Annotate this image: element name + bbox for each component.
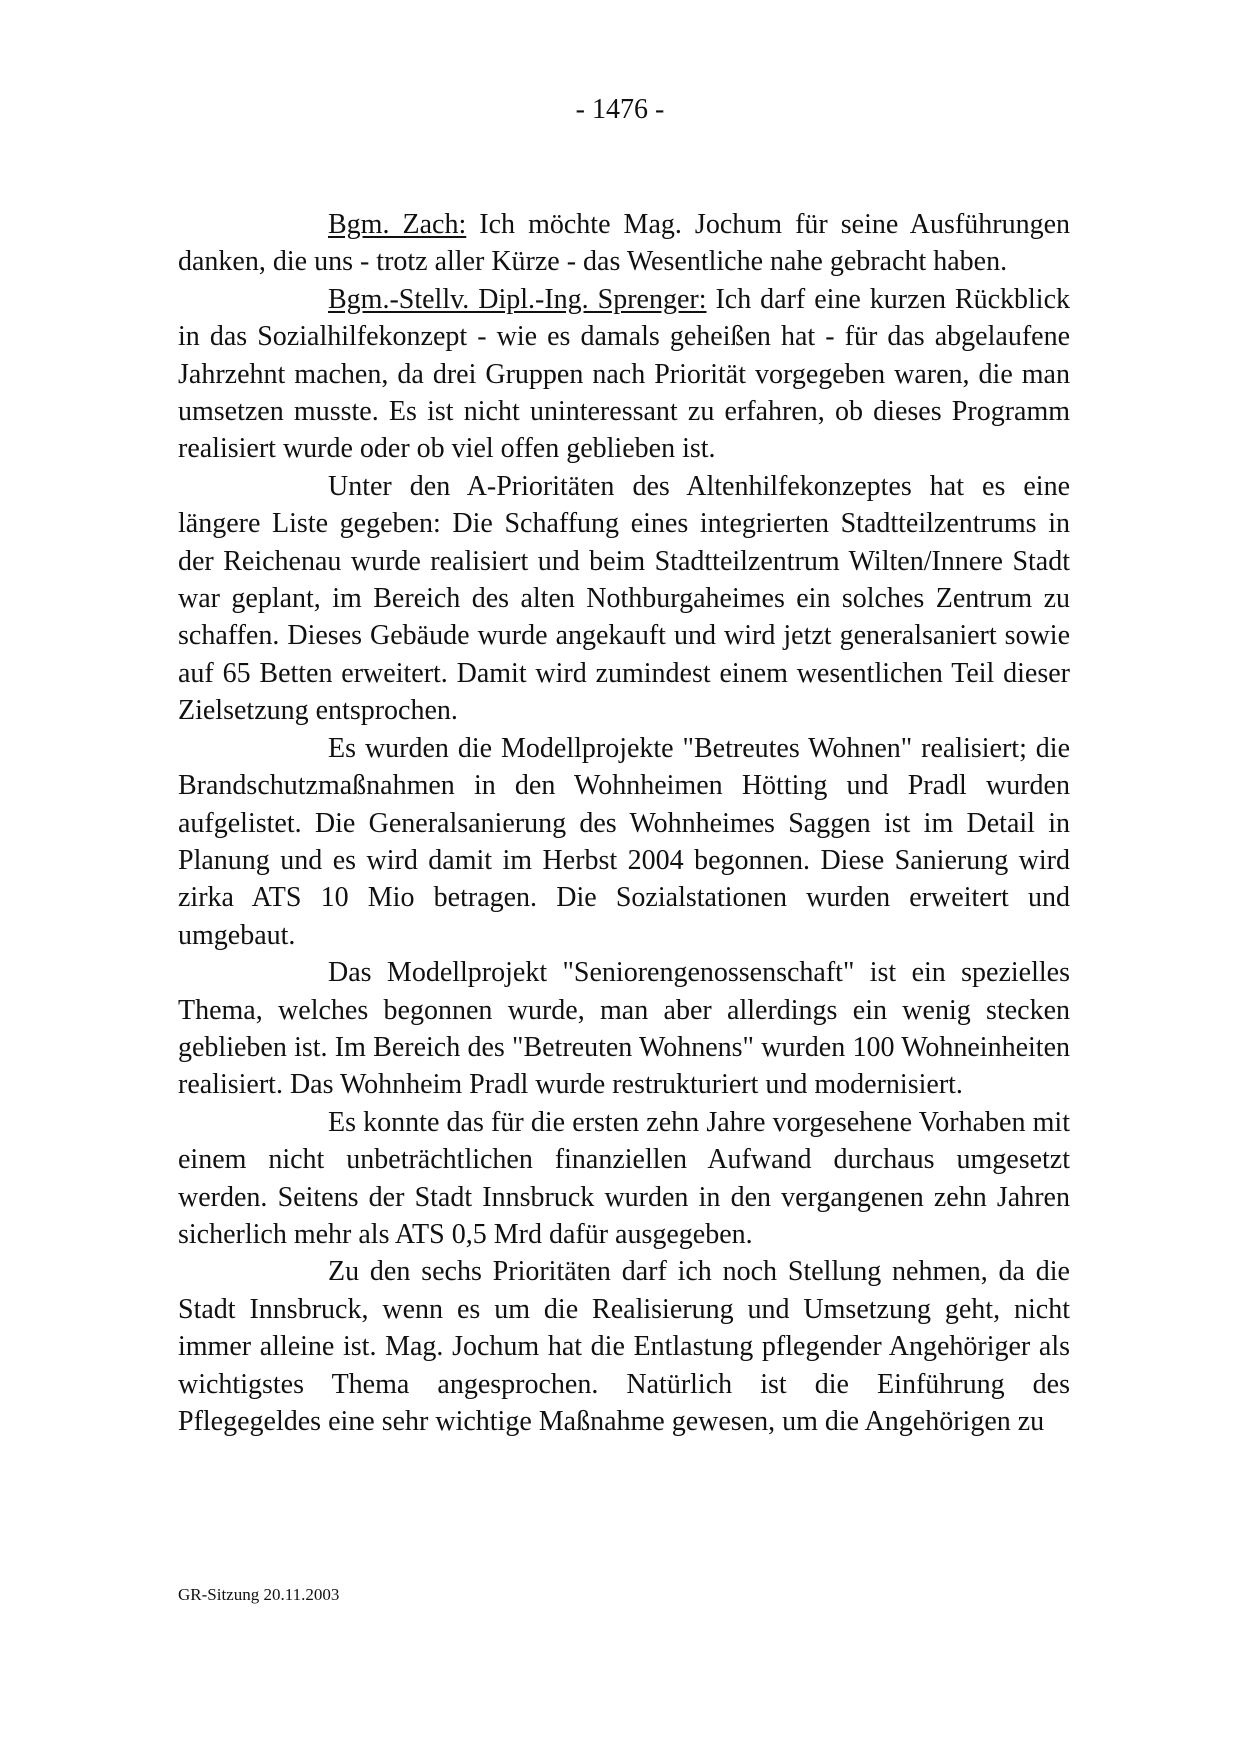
paragraph-zach-remark — [178, 206, 1070, 281]
body-text — [178, 206, 1070, 1440]
paragraph-sprenger-intro — [178, 281, 1070, 468]
paragraph-text: Ich darf eine kurzen Rückblick in das Sozialhilfekonzept - wie es damals geheißen hat - für das abgelaufene Jahrzehnt machen, da drei Gruppen nach Priorität vorgegeben waren, die man umsetzen musste. Es ist nicht uninteressant zu erfahren, ob dieses Programm realisiert wurde oder ob viel offen geblieben ist. — [178, 283, 1070, 465]
paragraph-senior-cooperative — [178, 954, 1070, 1104]
paragraph-model-projects — [178, 730, 1070, 954]
paragraph-a-priorities — [178, 468, 1070, 730]
speaker-name: Bgm.-Stellv. Dipl.-Ing. Sprenger: — [328, 283, 707, 315]
paragraph-text: Es konnte das für die ersten zehn Jahre vorgesehene Vorhaben mit einem nicht unbeträchtlichen finanziellen Aufwand durchaus umgesetzt werden. Seitens der Stadt Innsbruck wurden in den vergangenen zehn Jahren sicherlich mehr als ATS 0,5 Mrd dafür ausgegeben. — [178, 1106, 1070, 1250]
speaker-name: Bgm. Zach: — [328, 209, 467, 240]
footer-session-date: GR-Sitzung 20.11.2003 — [178, 1585, 340, 1604]
paragraph-text: Das Modellprojekt "Seniorengenossenschaft" ist ein spezielles Thema, welches begonnen wurde, man aber allerdings ein wenig stecken geblieben ist. Im Bereich des "Betreuten Wohnens" wurden 100 Wohneinheiten realisiert. Das Wohnheim Pradl wurde restrukturiert und modernisiert. — [178, 957, 1070, 1101]
paragraph-six-priorities — [178, 1253, 1070, 1440]
paragraph-text: Ich möchte Mag. Jochum für seine Ausführungen danken, die uns - trotz aller Kürze - das Wesentliche nahe gebracht haben. — [178, 209, 1070, 278]
paragraph-text: Zu den sechs Prioritäten darf ich noch Stellung nehmen, da die Stadt Innsbruck, wenn es um die Realisierung und Umsetzung geht, nicht immer alleine ist. Mag. Jochum hat die Entlastung pflegender Angehöriger als wichtigstes Thema angesprochen. Natürlich ist die Einführung des Pflegegeldes eine sehr wichtige Maßnahme gewesen, um die Angehörigen zu — [178, 1256, 1070, 1437]
paragraph-text: Es wurden die Modellprojekte "Betreutes Wohnen" realisiert; die Brandschutzmaßnahmen in den Wohnheimen Hötting und Pradl wurden aufgelistet. Die Generalsanierung des Wohnheimes Saggen ist im Detail in Planung und es wird damit im Herbst 2004 begonnen. Diese Sanierung wird zirka ATS 10 Mio betragen. Die Sozialstationen wurden erweitert und umgebaut. — [178, 732, 1070, 951]
page-number: - 1476 - — [575, 94, 665, 125]
paragraph-ten-year-plan — [178, 1104, 1070, 1254]
paragraph-text: Unter den A-Prioritäten des Altenhilfekonzeptes hat es eine längere Liste gegeben: Die Schaffung eines integrierten Stadtteilzentrums in der Reichenau wurde realisiert und beim Stadtteilzentrum Wilten/Innere Stadt war geplant, im Bereich des alten Nothburgaheimes ein solches Zentrum zu schaffen. Dieses Gebäude wurde angekauft und wird jetzt generalsaniert sowie auf 65 Betten erweitert. Damit wird zumindest einem wesentlichen Teil dieser Zielsetzung entsprochen. — [178, 470, 1070, 727]
